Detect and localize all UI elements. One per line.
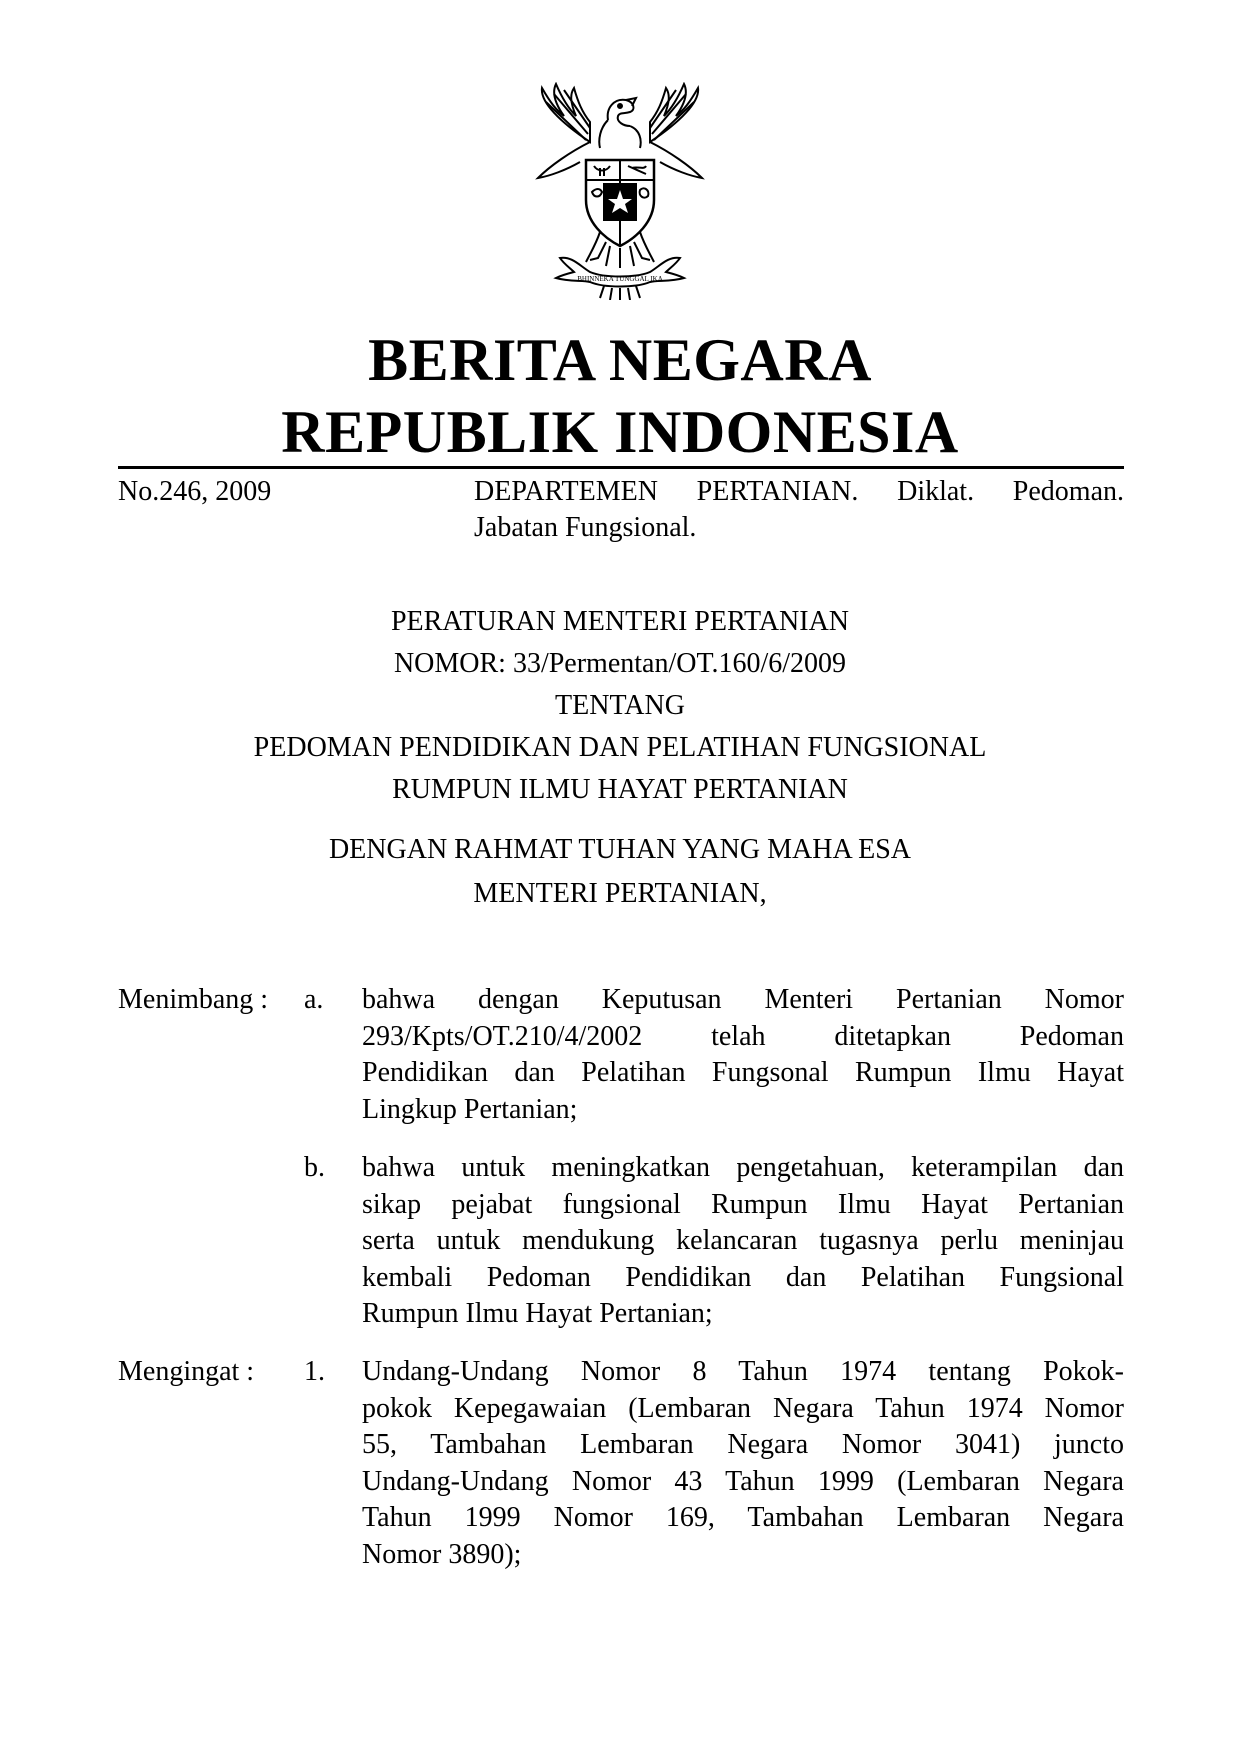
- menimbang-a-line-1: bahwa dengan Keputusan Menteri Pertanian Nomor: [362, 984, 1124, 1015]
- regulation-number: NOMOR: 33/Permentan/OT.160/6/2009: [393, 648, 847, 679]
- menimbang-b-line-3: serta untuk mendukung kelancaran tugasnya perlu meninjau: [362, 1225, 1124, 1256]
- garuda-emblem: [520, 82, 720, 300]
- mengingat-marker-1: 1.: [304, 1356, 325, 1387]
- regulation-issuer: MENTERI PERTANIAN,: [473, 878, 767, 909]
- garuda-pancasila-icon: [520, 82, 720, 300]
- menimbang-item-b: [362, 1150, 1124, 1333]
- menimbang-marker-b: b.: [304, 1152, 325, 1183]
- menimbang-a-line-4: Lingkup Pertanian;: [362, 1093, 578, 1125]
- menimbang-b-line-4: kembali Pedoman Pendidikan dan Pelatihan Fungsional: [362, 1261, 1124, 1293]
- masthead-line-1: BERITA NEGARA: [368, 327, 872, 393]
- gazette-subject-line-1: DEPARTEMEN PERTANIAN. Diklat. Pedoman.: [474, 476, 1124, 507]
- regulation-title: PERATURAN MENTERI PERTANIAN: [390, 606, 850, 637]
- masthead-line-2: REPUBLIK INDONESIA: [281, 399, 959, 465]
- menimbang-b-line-1: bahwa untuk meningkatkan pengetahuan, keterampilan dan: [362, 1152, 1124, 1183]
- menimbang-item-a: [362, 982, 1124, 1128]
- regulation-invocation: DENGAN RAHMAT TUHAN YANG MAHA ESA: [328, 834, 912, 865]
- menimbang-a-line-3: Pendidikan dan Pelatihan Fungsonal Rumpun Ilmu Hayat: [362, 1057, 1124, 1088]
- mengingat-1-line-5: Tahun 1999 Nomor 169, Tambahan Lembaran Negara: [362, 1502, 1124, 1533]
- emblem-motto: BHINNEKA TUNGGAL IKA: [577, 275, 663, 283]
- masthead-rule: [118, 466, 1124, 469]
- mengingat-1-line-2: pokok Kepegawaian (Lembaran Negara Tahun 1974 Nomor: [362, 1392, 1124, 1424]
- menimbang-b-line-2: sikap pejabat fungsional Rumpun Ilmu Hayat Pertanian: [362, 1188, 1124, 1220]
- mengingat-label: Mengingat :: [118, 1356, 255, 1387]
- mengingat-1-line-6: Nomor 3890);: [362, 1538, 522, 1570]
- mengingat-1-line-1: Undang-Undang Nomor 8 Tahun 1974 tentang Pokok-: [362, 1356, 1124, 1387]
- mengingat-1-line-3: 55, Tambahan Lembaran Negara Nomor 3041) juncto: [362, 1429, 1124, 1460]
- menimbang-b-line-5: Rumpun Ilmu Hayat Pertanian;: [362, 1298, 713, 1329]
- mengingat-1-line-4: Undang-Undang Nomor 43 Tahun 1999 (Lembaran Negara: [362, 1465, 1124, 1497]
- regulation-subject-line-1: PEDOMAN PENDIDIKAN DAN PELATIHAN FUNGSIONAL: [253, 732, 987, 763]
- menimbang-a-line-2: 293/Kpts/OT.210/4/2002 telah ditetapkan Pedoman: [362, 1020, 1124, 1052]
- regulation-about: TENTANG: [555, 690, 685, 721]
- menimbang-label: Menimbang :: [118, 984, 269, 1015]
- gazette-subject-line-2: Jabatan Fungsional.: [474, 512, 697, 543]
- mengingat-item-1: [362, 1354, 1124, 1573]
- gazette-number: No.246, 2009: [118, 476, 272, 507]
- regulation-subject-line-2: RUMPUN ILMU HAYAT PERTANIAN: [392, 774, 848, 805]
- menimbang-marker-a: a.: [304, 984, 324, 1015]
